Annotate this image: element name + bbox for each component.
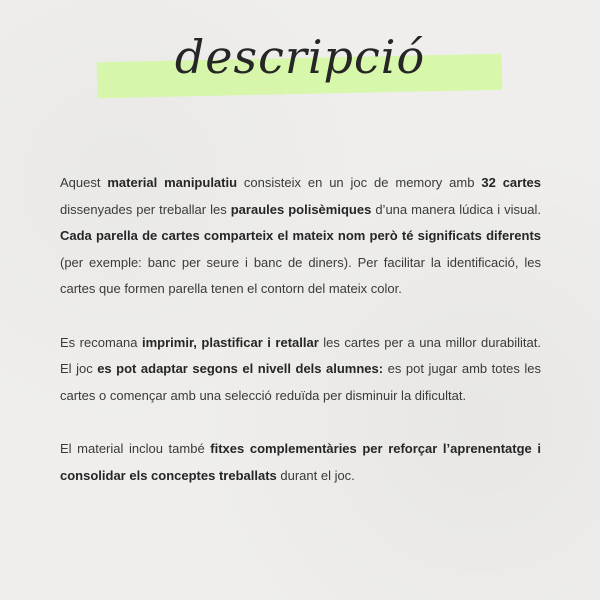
text: Es recomana	[60, 334, 142, 350]
text: consisteix en un joc de memory amb	[237, 175, 482, 190]
bold-text: paraules polisèmiques	[230, 201, 372, 217]
bold-text: Cada parella de cartes comparteix el mateix nom però té significats diferents	[60, 228, 541, 244]
text: El material inclou també	[60, 440, 211, 456]
description-body	[60, 170, 541, 516]
paragraph-intro	[60, 170, 541, 303]
paragraph-recommendation	[60, 330, 541, 410]
text: d’una manera lúdica i visual.	[371, 201, 541, 217]
bold-text: fitxes complementàries per reforçar l’aprenentatge i consolidar els conceptes treballats	[60, 440, 541, 483]
text: Aquest	[60, 175, 108, 190]
bold-text: es pot adaptar segons el nivell dels alumnes:	[97, 361, 384, 377]
text: es pot jugar amb totes les cartes o començar amb una selecció reduïda per disminuir la dificultat.	[60, 361, 541, 403]
bold-text: imprimir, plastificar i retallar	[141, 334, 319, 350]
paragraph-complementary	[60, 436, 541, 489]
page-title: descripció	[174, 30, 426, 84]
text: les cartes per a una millor durabilitat. El joc	[60, 334, 541, 377]
text: durant el joc.	[276, 467, 355, 483]
text: dissenyades per treballar les	[60, 201, 231, 217]
bold-text: material manipulatiu	[107, 175, 238, 190]
bold-text: 32 cartes	[481, 175, 542, 190]
text: (per exemple: banc per seure i banc de diners). Per facilitar la identificació, les cartes que formen parella tenen el contorn del mateix color.	[60, 254, 541, 297]
